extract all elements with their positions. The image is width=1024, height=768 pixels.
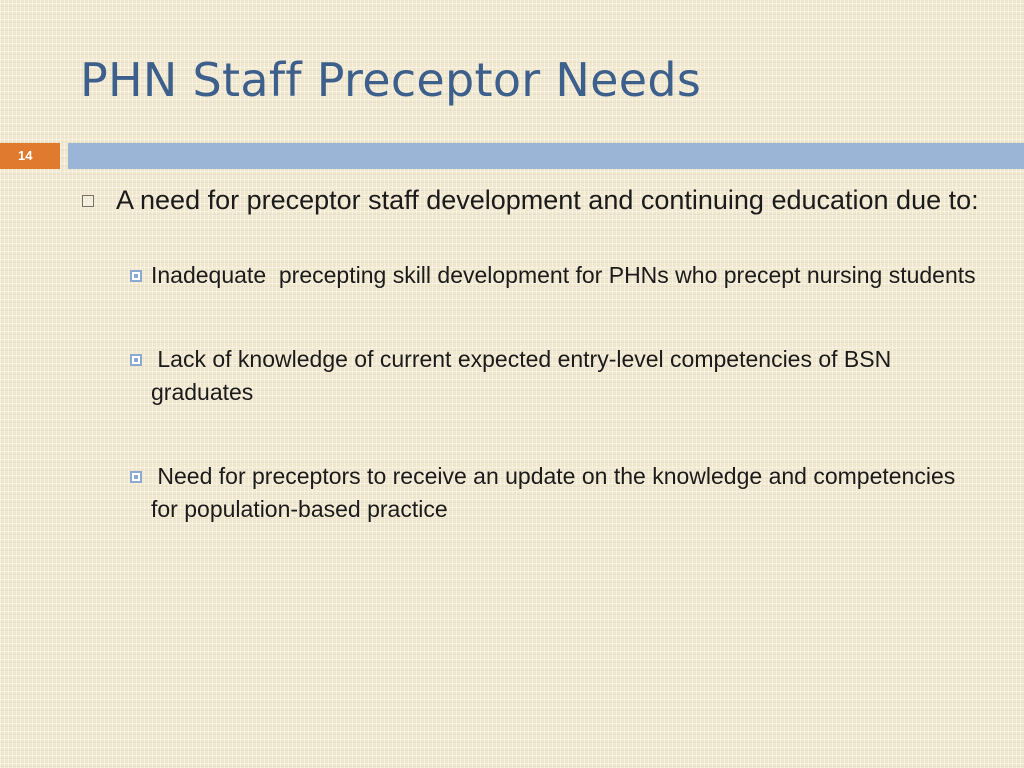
main-bullet [82, 182, 982, 219]
main-bullet-text: A need for preceptor staff development and continuing education due to: [116, 185, 979, 215]
slide-title: PHN Staff Preceptor Needs [80, 53, 702, 107]
filled-square-icon [130, 354, 142, 366]
hollow-square-icon [82, 195, 94, 207]
header-bar [68, 143, 1024, 169]
sub-bullet-text: Lack of knowledge of current expected entry-level competencies of BSN graduates [151, 346, 898, 405]
sub-bullet-text: Need for preceptors to receive an update on the knowledge and competencies for population-based practice [151, 463, 962, 522]
sub-bullet-text: Inadequate precepting skill development for PHNs who precept nursing students [151, 262, 976, 288]
sub-bullet [130, 259, 982, 292]
slide-content [82, 182, 982, 526]
sub-bullet [130, 343, 982, 409]
filled-square-icon [130, 471, 142, 483]
slide-number: 14 [0, 143, 60, 169]
filled-square-icon [130, 270, 142, 282]
sub-bullet [130, 460, 982, 526]
